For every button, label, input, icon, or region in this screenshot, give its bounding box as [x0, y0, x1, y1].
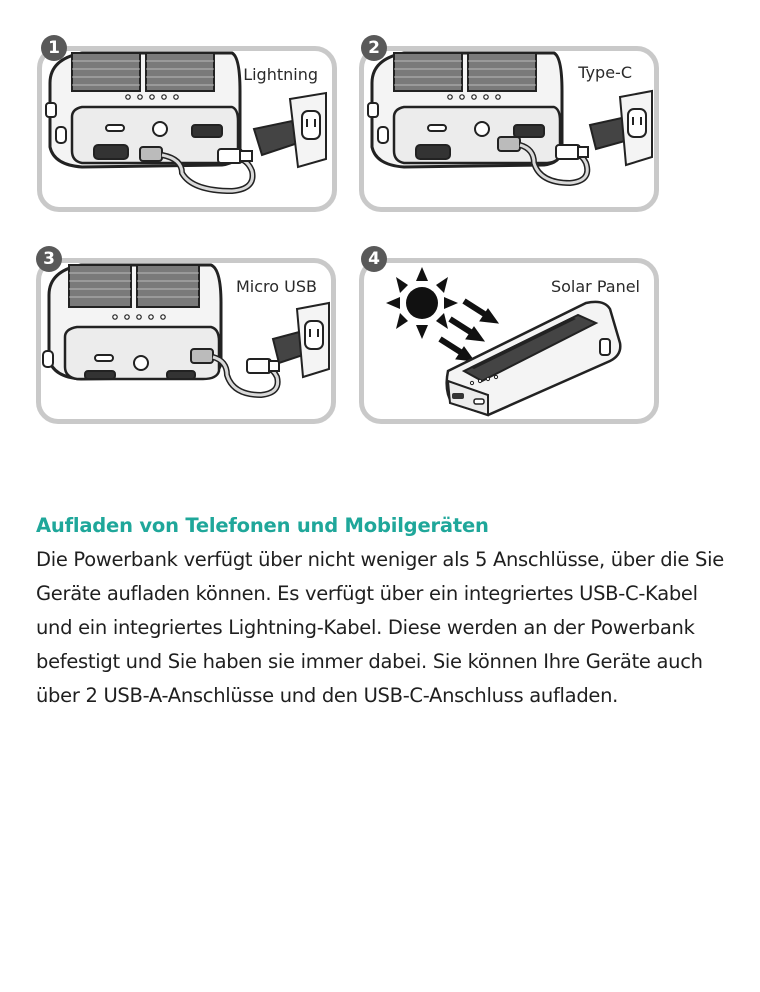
panel-lightning	[37, 46, 337, 212]
panel-micro-usb	[36, 258, 336, 424]
step-number-badge: 2	[361, 35, 387, 61]
panel-type-c	[359, 46, 659, 212]
section-heading: Aufladen von Telefonen und Mobilgeräten	[36, 514, 489, 537]
panel-label-solar: Solar Panel	[550, 277, 640, 296]
panel-label-micro-usb: Micro USB	[236, 277, 317, 296]
panel-solar	[359, 258, 659, 424]
step-number-badge: 4	[361, 246, 387, 272]
panel-label-type-c: Type-C	[578, 63, 632, 82]
section-body: Die Powerbank verfügt über nicht weniger als 5 Anschlüsse, über die Sie Geräte aufladen können. Es verfügt über ein integriertes USB-C-Kabel und ein integriertes Lightning-Kabel. Diese werden an der Powerbank befestigt und Sie haben sie immer dabei. Sie können Ihre Geräte auch über 2 USB-A-Anschlüsse und den USB-C-Anschluss aufladen.	[36, 548, 724, 707]
panel-label-lightning: Lightning	[243, 65, 318, 84]
sun-icon	[386, 267, 458, 339]
step-number-badge: 3	[36, 246, 62, 272]
step-number-badge: 1	[41, 35, 67, 61]
